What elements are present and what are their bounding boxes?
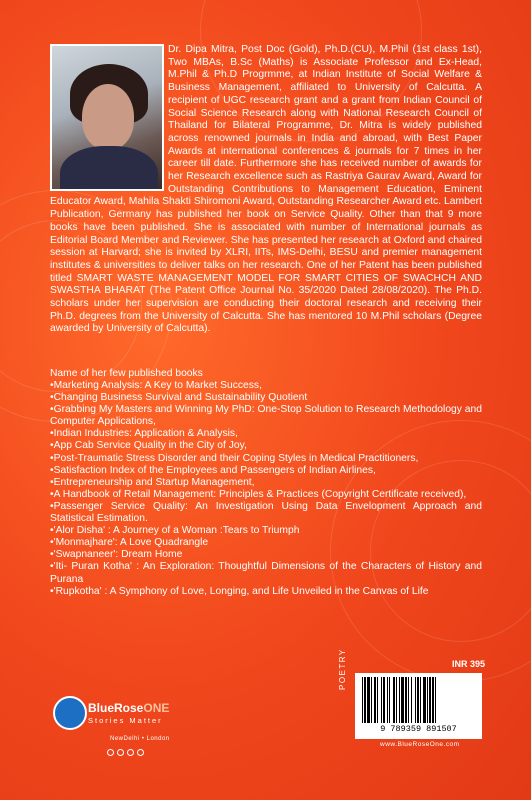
youtube-icon	[137, 749, 144, 756]
price-label: INR 395	[452, 659, 486, 669]
list-item: • 'Rupkotha' : A Symphony of Love, Longing, and Life Unveiled in the Canvas of Life	[50, 586, 482, 598]
author-bio-text: Dr. Dipa Mitra, Post Doc (Gold), Ph.D.(CU), M.Phil (1st class 1st), Two MBAs, B.Sc (Maths) is Associate Professor and Ex-Head, M.Phil & Ph.D Progrmme, at Indian Institute of Social Welfare & Business Management, affiliated to University of Calcutta. A recipient of UGC research grant and a grant from Indian Council of Social Science Research along with National Research Council of Thailand for Bilateral Programme, Dr. Mitra is widely published across renowned journals in India and abroad, with Best Paper Awards at international conferences & journals for 7 times in her career till date. Furthermore she has received number of awards for her Research excellence such as Rastriya Gaurav Award, Award for Outstanding Contributions to Management Education, Eminent Educator Award, Mahila Shakti Shiromoni Award, Outstanding Researcher Award etc. Lambert Publication, Germany has published her book on Service Quality. Other than that 9 more books have been published. She is associated with number of International journals as Editorial Board Member and Reviewer. She has presented her research at Oxford and chaired session at Harvard; she is invited by XLRI, IITs, IMS-Delhi, BESU and premier management institutes & universities to deliver talks on her research. One of her Patent has been published titled SMART WASTE MANAGEMENT MODEL FOR SMART CITIES OF SWACHCH AND SWASTHA BHARAT (The Patent Office Journal No. 35/2020 Dated 28/08/2020). The Ph.D. scholars under her supervision are conducting their doctoral research and receiving their Ph.D. degrees from the University of Calcutta. She has mentored 10 M.Phil scholars (Degree awarded by University of Calcutta).	[50, 44, 482, 335]
list-item: • App Cab Service Quality in the City of Joy,	[50, 440, 482, 452]
list-item: • Changing Business Survival and Sustainability Quotient	[50, 392, 482, 404]
author-bio	[50, 44, 482, 336]
publisher-logo-icon	[53, 696, 87, 730]
list-item: • Entrepreneurship and Startup Management,	[50, 477, 482, 489]
book-list	[50, 380, 482, 598]
books-heading: Name of her few published books	[50, 368, 203, 379]
list-item: • Post-Traumatic Stress Disorder and their Coping Styles in Medical Practitioners,	[50, 453, 482, 465]
list-item: • Grabbing My Masters and Winning My PhD: One-Stop Solution to Research Methodology and Computer Applications,	[50, 404, 482, 428]
publisher-name	[88, 701, 169, 715]
isbn-number: 9 789359 891507	[380, 724, 457, 734]
publisher-name-part2: ONE	[143, 701, 170, 715]
list-item: • Indian Industries: Application & Analysis,	[50, 428, 482, 440]
publisher-name-part1: BlueRose	[88, 701, 144, 715]
facebook-icon	[107, 749, 114, 756]
publisher-cities: NewDelhi • London	[110, 736, 170, 742]
publisher-website: www.BlueRoseOne.com	[380, 741, 460, 748]
list-item: • 'Iti- Puran Kotha' : An Exploration: Thoughtful Dimensions of the Characters of History and Purana	[50, 561, 482, 585]
instagram-icon	[127, 749, 134, 756]
barcode-bars	[360, 677, 477, 723]
list-item: • 'Alor Disha' : A Journey of a Woman :Tears to Triumph	[50, 525, 482, 537]
list-item: • Passenger Service Quality: An Investigation Using Data Envelopment Approach and Statistical Estimation.	[50, 501, 482, 525]
list-item: • 'Swapnaneer': Dream Home	[50, 549, 482, 561]
list-item: • Marketing Analysis: A Key to Market Success,	[50, 380, 482, 392]
publisher-tagline: Stories Matter	[88, 716, 163, 725]
genre-label: POETRY	[338, 648, 347, 690]
list-item: • A Handbook of Retail Management: Principles & Practices (Copyright Certificate received),	[50, 489, 482, 501]
list-item: • Satisfaction Index of the Employees and Passengers of Indian Airlines,	[50, 465, 482, 477]
twitter-icon	[117, 749, 124, 756]
list-item: • 'Monmajhare': A Love Quadrangle	[50, 537, 482, 549]
isbn-barcode	[355, 673, 482, 739]
